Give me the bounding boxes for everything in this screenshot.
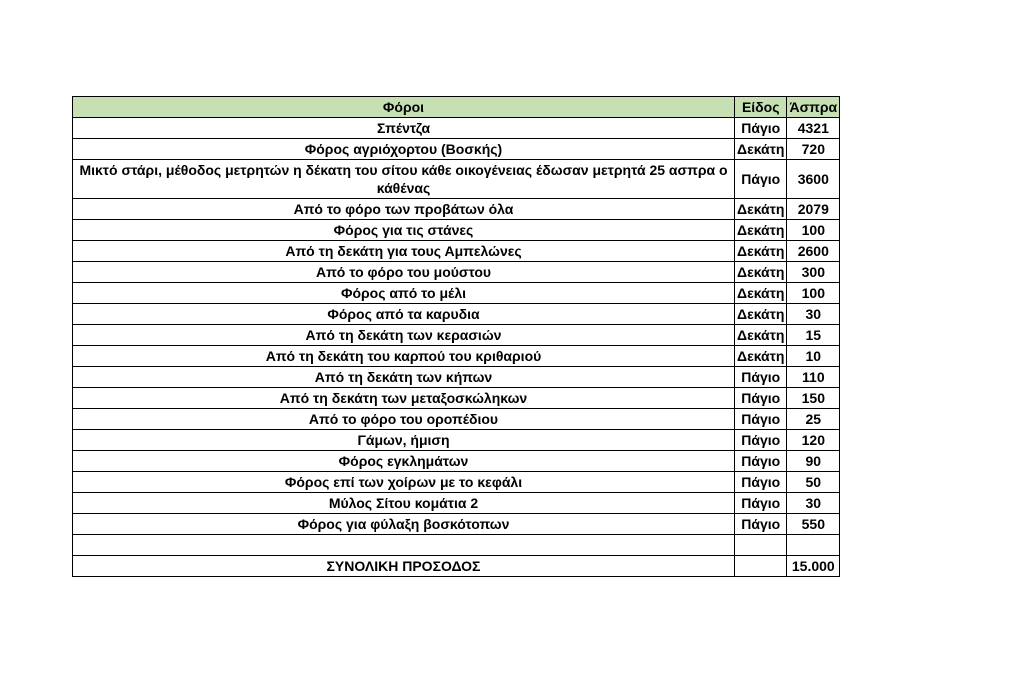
kind-cell: Δεκάτη (735, 199, 787, 220)
tax-cell: Φόρος εγκλημάτων (73, 451, 735, 472)
kind-cell: Πάγιο (735, 388, 787, 409)
tax-cell: Γάμων, ήμιση (73, 430, 735, 451)
aspra-cell: 550 (787, 514, 840, 535)
empty-row (73, 535, 840, 556)
tax-cell: Φόρος από το μέλι (73, 283, 735, 304)
tax-cell: Από τη δεκάτη του καρπού του κριθαριού (73, 346, 735, 367)
kind-cell: Δεκάτη (735, 262, 787, 283)
kind-cell: Δεκάτη (735, 304, 787, 325)
table-row (73, 493, 840, 514)
header-row (73, 97, 840, 118)
aspra-cell: 150 (787, 388, 840, 409)
aspra-cell: 90 (787, 451, 840, 472)
table-row (73, 139, 840, 160)
tax-table (72, 96, 840, 577)
aspra-cell: 50 (787, 472, 840, 493)
aspra-cell: 25 (787, 409, 840, 430)
table-row (73, 283, 840, 304)
kind-cell: Πάγιο (735, 514, 787, 535)
aspra-cell: 300 (787, 262, 840, 283)
table-row (73, 325, 840, 346)
aspra-cell: 30 (787, 304, 840, 325)
aspra-cell: 3600 (787, 160, 840, 199)
table-row (73, 451, 840, 472)
kind-cell: Δεκάτη (735, 220, 787, 241)
kind-cell: Πάγιο (735, 493, 787, 514)
kind-cell: Δεκάτη (735, 346, 787, 367)
kind-cell: Δεκάτη (735, 283, 787, 304)
table-body (73, 118, 840, 535)
tax-cell: Φόρος αγριόχορτου (Βοσκής) (73, 139, 735, 160)
total-label: ΣΥΝΟΛΙΚΗ ΠΡΟΣΟΔΟΣ (73, 556, 735, 577)
tax-cell: Μύλος Σίτου κομάτια 2 (73, 493, 735, 514)
table-row (73, 367, 840, 388)
kind-cell: Δεκάτη (735, 241, 787, 262)
table-row (73, 514, 840, 535)
table-row (73, 346, 840, 367)
table-row (73, 430, 840, 451)
kind-cell: Δεκάτη (735, 325, 787, 346)
table-row (73, 241, 840, 262)
aspra-cell: 100 (787, 220, 840, 241)
tax-cell: Φόρος για φύλαξη βοσκότοπων (73, 514, 735, 535)
table-row (73, 160, 840, 199)
table-row (73, 199, 840, 220)
aspra-cell: 120 (787, 430, 840, 451)
total-row (73, 556, 840, 577)
total-aspra: 15.000 (787, 556, 840, 577)
aspra-cell: 30 (787, 493, 840, 514)
header-kind: Είδος (735, 97, 787, 118)
table-row (73, 388, 840, 409)
empty-cell (787, 535, 840, 556)
empty-cell (73, 535, 735, 556)
kind-cell: Πάγιο (735, 430, 787, 451)
table-row (73, 472, 840, 493)
tax-cell: Από το φόρο των προβάτων όλα (73, 199, 735, 220)
aspra-cell: 100 (787, 283, 840, 304)
kind-cell: Δεκάτη (735, 139, 787, 160)
tax-cell: Από τη δεκάτη των κερασιών (73, 325, 735, 346)
table-row (73, 262, 840, 283)
aspra-cell: 2600 (787, 241, 840, 262)
tax-cell: Φόρος επί των χοίρων με το κεφάλι (73, 472, 735, 493)
tax-cell: Από τη δεκάτη των μεταξοσκώληκων (73, 388, 735, 409)
table-row (73, 118, 840, 139)
aspra-cell: 4321 (787, 118, 840, 139)
aspra-cell: 15 (787, 325, 840, 346)
empty-cell (735, 535, 787, 556)
aspra-cell: 720 (787, 139, 840, 160)
aspra-cell: 2079 (787, 199, 840, 220)
aspra-cell: 10 (787, 346, 840, 367)
kind-cell: Πάγιο (735, 367, 787, 388)
kind-cell: Πάγιο (735, 451, 787, 472)
table-row (73, 220, 840, 241)
table-row (73, 304, 840, 325)
tax-cell: Μικτό στάρι, μέθοδος μετρητών η δέκατη του σίτου κάθε οικογένειας έδωσαν μετρητά 25 ασπρα ο κάθένας (73, 160, 735, 199)
tax-cell: Από το φόρο του μούστου (73, 262, 735, 283)
kind-cell: Πάγιο (735, 160, 787, 199)
kind-cell: Πάγιο (735, 472, 787, 493)
kind-cell: Πάγιο (735, 409, 787, 430)
kind-cell: Πάγιο (735, 118, 787, 139)
tax-cell: Από τη δεκάτη για τους Αμπελώνες (73, 241, 735, 262)
total-kind (735, 556, 787, 577)
tax-cell: Από το φόρο του οροπέδιου (73, 409, 735, 430)
tax-cell: Φόρος για τις στάνες (73, 220, 735, 241)
aspra-cell: 110 (787, 367, 840, 388)
tax-cell: Σπέντζα (73, 118, 735, 139)
tax-cell: Φόρος από τα καρυδια (73, 304, 735, 325)
header-taxes: Φόροι (73, 97, 735, 118)
tax-cell: Από τη δεκάτη των κήπων (73, 367, 735, 388)
header-aspra: Άσπρα (787, 97, 840, 118)
table-row (73, 409, 840, 430)
